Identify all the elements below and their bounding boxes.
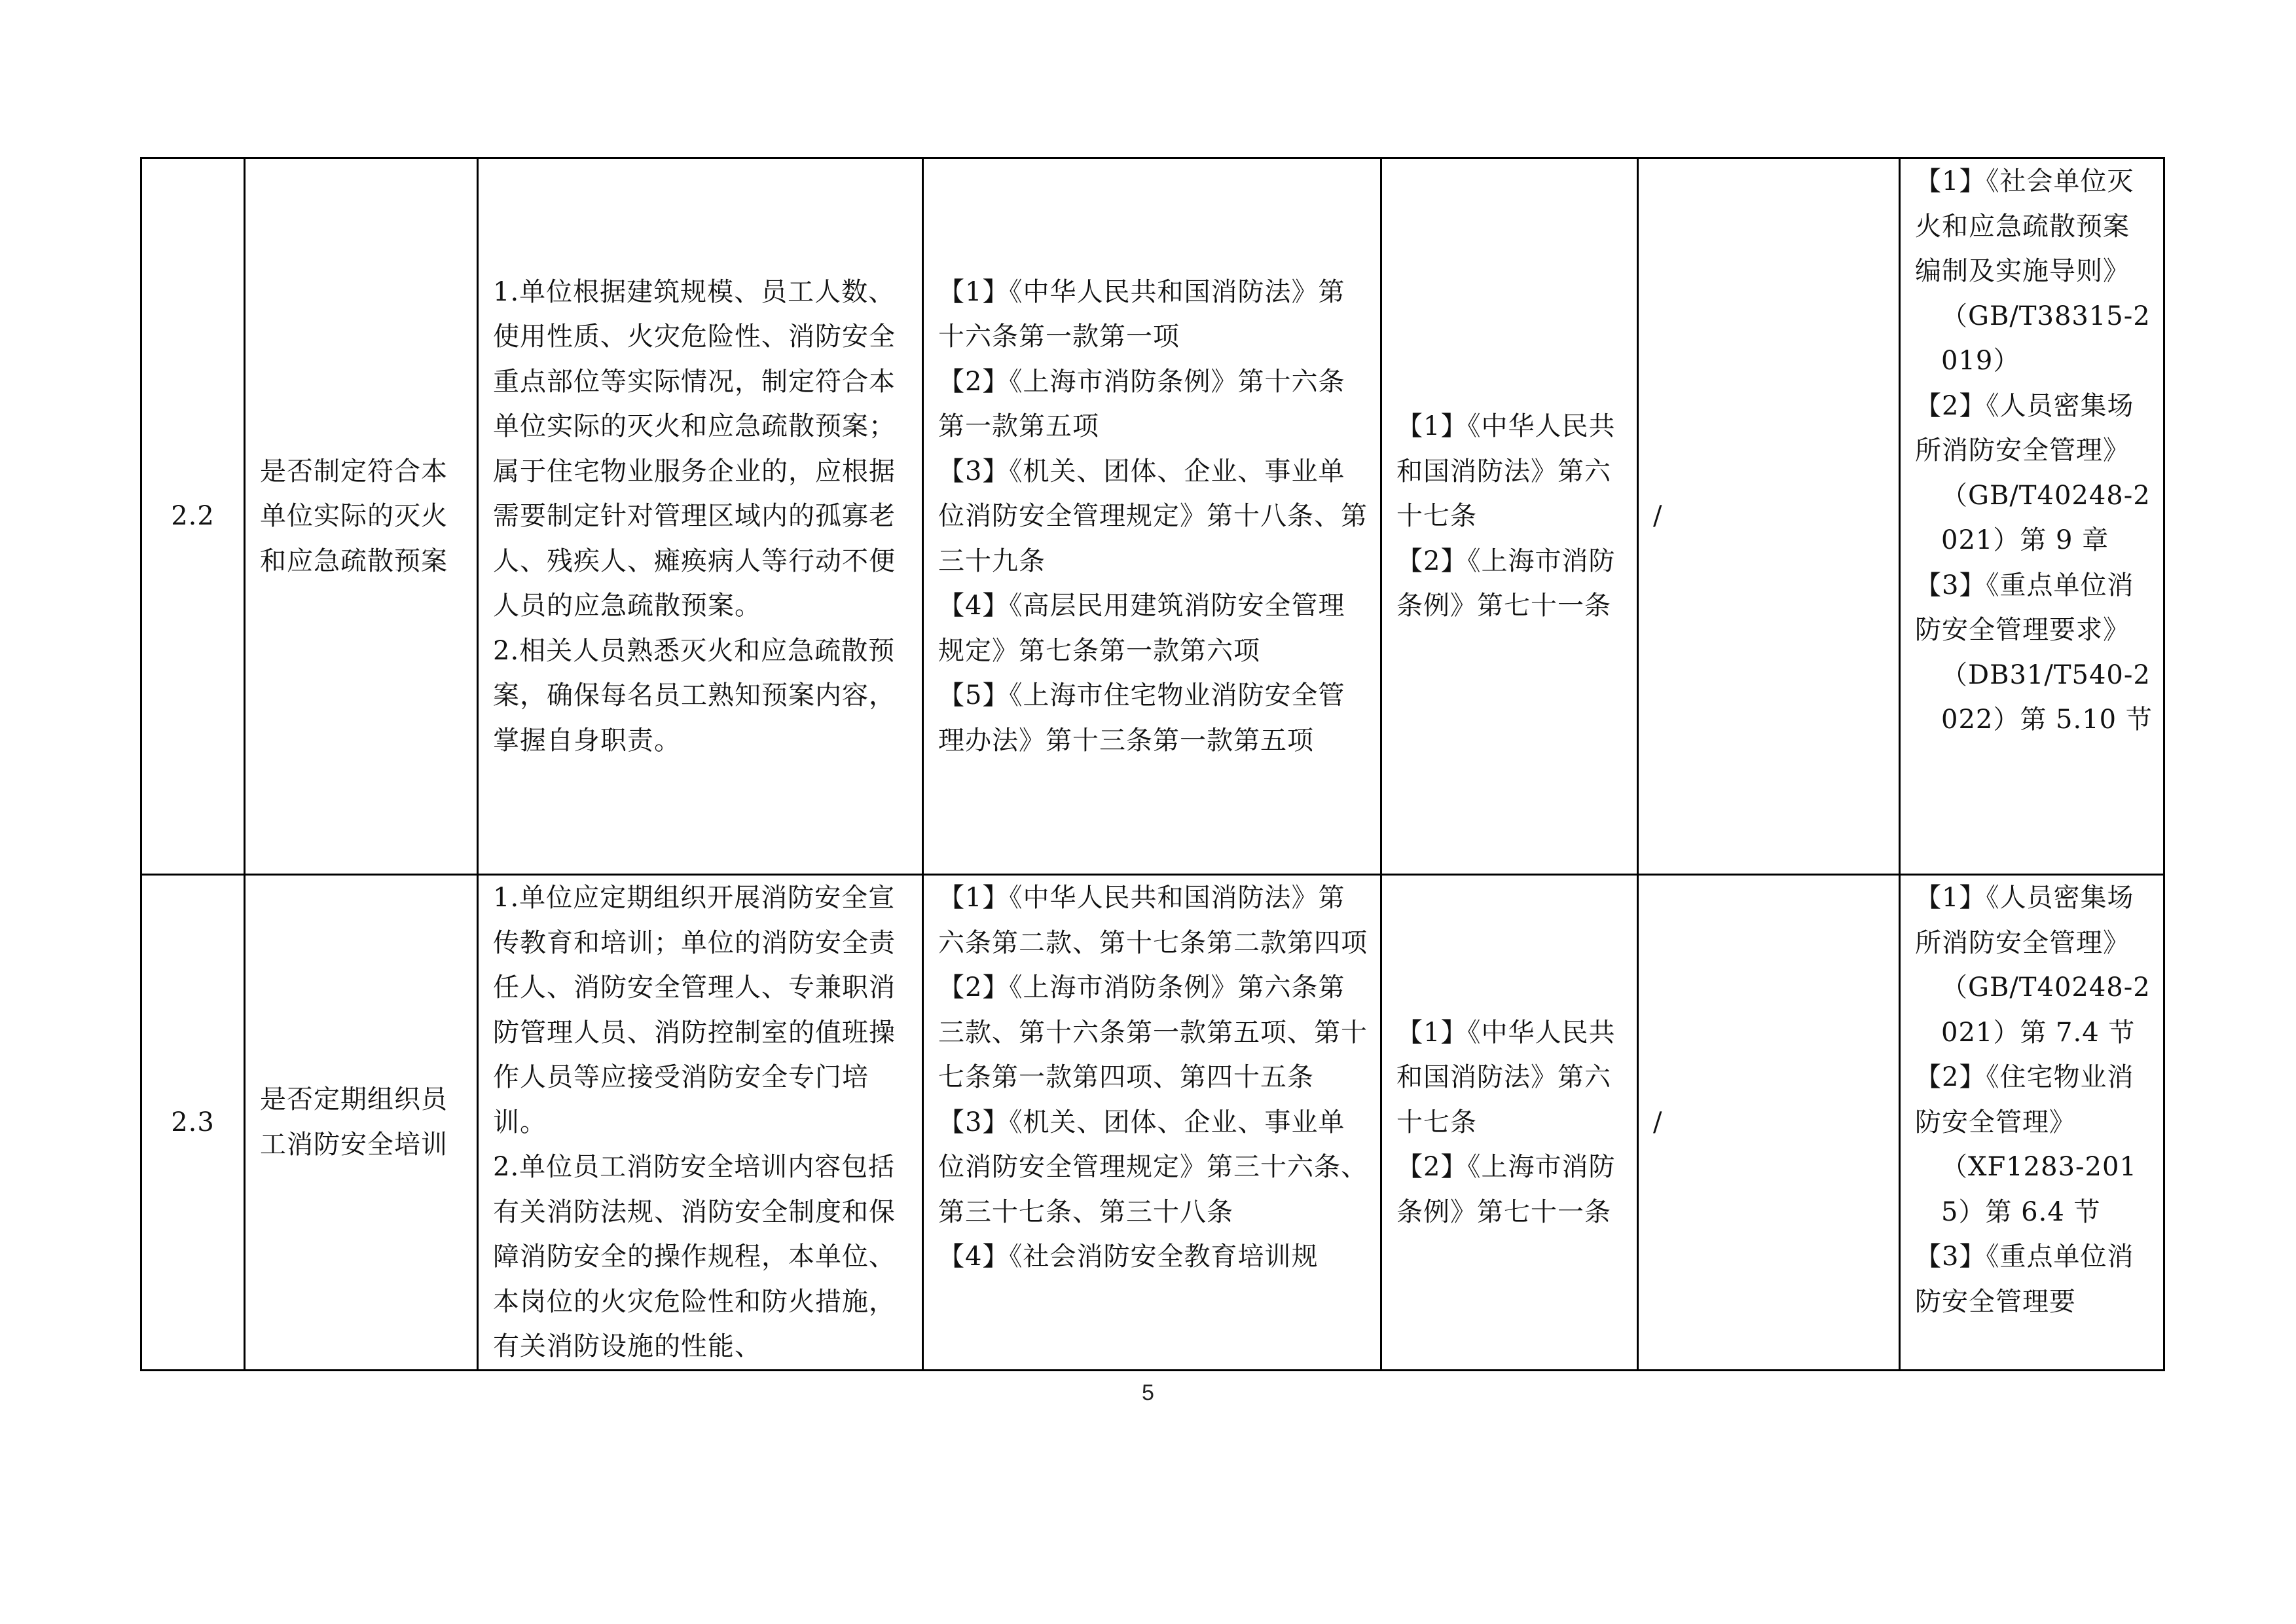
standard-entry: 【3】《重点单位消防安全管理要求》 xyxy=(1915,570,2134,645)
inspection-table xyxy=(140,157,2165,1371)
legal-basis-entry: 【2】《上海市消防条例》第十六条第一款第五项 xyxy=(938,366,1345,442)
legal-basis-cell xyxy=(923,875,1381,1371)
penalty-basis-entry: 【2】《上海市消防条例》第七十一条 xyxy=(1396,1152,1616,1227)
legal-basis-entry: 【5】《上海市住宅物业消防安全管理办法》第十三条第一款第五项 xyxy=(938,680,1345,756)
requirement-text: 2.单位员工消防安全培训内容包括有关消防法规、消防安全制度和保障消防安全的操作规程，本单位、本岗位的火灾危险性和防火措施，有关消防设施的性能、 xyxy=(493,1152,896,1361)
standard-entry: （GB/T38315-2019） xyxy=(1941,301,2151,376)
penalty-basis-cell xyxy=(1381,875,1638,1371)
requirement-text: 1.单位根据建筑规模、员工人数、使用性质、火灾危险性、消防安全重点部位等实际情况，制定符合本单位实际的灭火和应急疏散预案；属于住宅物业服务企业的，应根据需要制定针对管理区域内的孤寡老人、残疾人、瘫痪病人等行动不便人员的应急疏散预案。 xyxy=(493,276,896,621)
table-row xyxy=(141,158,2164,875)
standard-entry: （GB/T40248-2021）第 9 章 xyxy=(1941,480,2151,555)
item-number: 2.2 xyxy=(141,158,245,875)
standard-entry: 【2】《住宅物业消防安全管理》 xyxy=(1915,1062,2134,1137)
penalty-basis-cell xyxy=(1381,158,1638,875)
penalty-basis-entry: 【1】《中华人民共和国消防法》第六十七条 xyxy=(1396,411,1616,532)
standard-entry: 【2】《人员密集场所消防安全管理》 xyxy=(1915,390,2134,466)
legal-basis-entry: 【4】《社会消防安全教育培训规 xyxy=(938,1242,1319,1272)
legal-basis-entry: 【3】《机关、团体、企业、事业单位消防安全管理规定》第三十六条、第三十七条、第三十八条 xyxy=(938,1107,1368,1227)
penalty-basis-entry: 【2】《上海市消防条例》第七十一条 xyxy=(1396,545,1616,621)
standard-entry: （DB31/T540-2022）第 5.10 节 xyxy=(1941,659,2153,735)
standard-entry: （XF1283-2015）第 6.4 节 xyxy=(1941,1152,2137,1227)
check-item: 是否制定符合本单位实际的灭火和应急疏散预案 xyxy=(245,158,478,875)
table-row xyxy=(141,875,2164,1371)
requirements-cell xyxy=(478,875,923,1371)
legal-basis-entry: 【4】《高层民用建筑消防安全管理规定》第七条第一款第六项 xyxy=(938,591,1345,666)
page-number: 5 xyxy=(1142,1380,1154,1405)
legal-basis-entry: 【2】《上海市消防条例》第六条第三款、第十六条第一款第五项、第十七条第一款第四项、第四十五条 xyxy=(938,972,1368,1092)
standard-entry: 【1】《社会单位灭火和应急疏散预案编制及实施导则》 xyxy=(1915,166,2134,286)
standard-entry: 【3】《重点单位消防安全管理要 xyxy=(1915,1242,2134,1317)
standard-entry: 【1】《人员密集场所消防安全管理》 xyxy=(1915,883,2134,958)
other-cell: / xyxy=(1638,158,1900,875)
item-number: 2.3 xyxy=(141,875,245,1371)
legal-basis-entry: 【1】《中华人民共和国消防法》第六条第二款、第十七条第二款第四项 xyxy=(938,883,1368,958)
penalty-basis-entry: 【1】《中华人民共和国消防法》第六十七条 xyxy=(1396,1017,1616,1137)
requirement-text: 1.单位应定期组织开展消防安全宣传教育和培训；单位的消防安全责任人、消防安全管理人、专兼职消防管理人员、消防控制室的值班操作人员等应接受消防安全专门培训。 xyxy=(493,883,896,1137)
legal-basis-entry: 【3】《机关、团体、企业、事业单位消防安全管理规定》第十八条、第三十九条 xyxy=(938,456,1368,576)
standard-entry: （GB/T40248-2021）第 7.4 节 xyxy=(1941,972,2151,1048)
legal-basis-cell xyxy=(923,158,1381,875)
requirement-text: 2.相关人员熟悉灭火和应急疏散预案，确保每名员工熟知预案内容，掌握自身职责。 xyxy=(493,635,896,756)
standards-cell xyxy=(1900,875,2164,1371)
requirements-cell xyxy=(478,158,923,875)
other-cell: / xyxy=(1638,875,1900,1371)
standards-cell xyxy=(1900,158,2164,875)
legal-basis-entry: 【1】《中华人民共和国消防法》第十六条第一款第一项 xyxy=(938,276,1345,352)
check-item: 是否定期组织员工消防安全培训 xyxy=(245,875,478,1371)
